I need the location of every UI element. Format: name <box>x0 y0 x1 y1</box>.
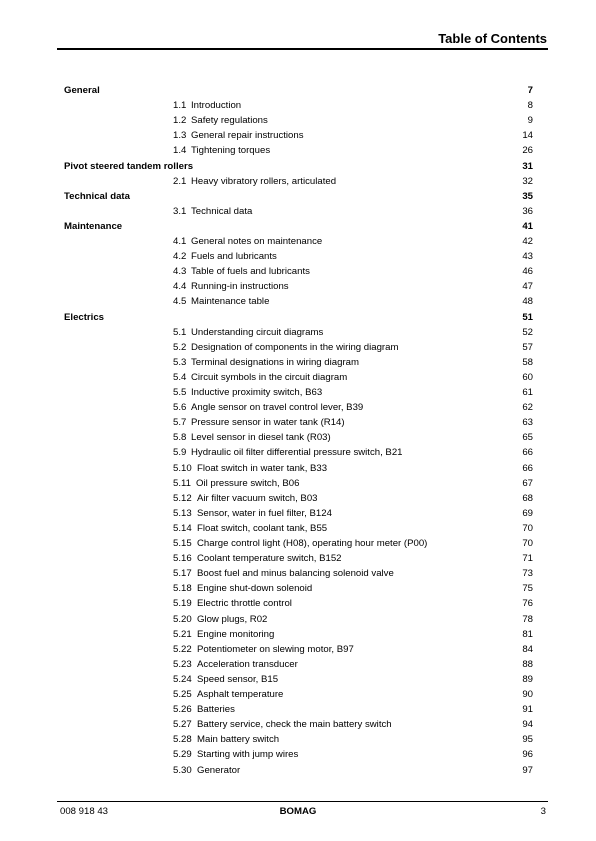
toc-chapter-row[interactable] <box>0 219 596 234</box>
toc-section-title: Inductive proximity switch, B63 <box>191 387 323 398</box>
toc-section-title: Main battery switch <box>197 734 280 746</box>
toc-section-title: Float switch, coolant tank, B55 <box>197 522 328 534</box>
toc-section-number: 5.5 <box>173 387 187 398</box>
toc-page-number: 90 <box>522 689 533 700</box>
toc-page-number: 67 <box>522 477 533 489</box>
toc-section-title: Electric throttle control <box>197 598 292 610</box>
toc-section-title: Hydraulic oil filter differential pressure switch, B21 <box>191 447 403 459</box>
toc-section-row[interactable] <box>0 657 596 672</box>
toc-page-number: 78 <box>522 613 533 625</box>
toc-section-title: General repair instructions <box>191 130 304 142</box>
toc-section-row[interactable] <box>0 400 596 415</box>
toc-section-row[interactable] <box>0 340 596 355</box>
toc-section-row[interactable] <box>0 476 596 491</box>
toc-section-title: Designation of components in the wiring diagram <box>191 341 399 353</box>
toc-page-number: 69 <box>522 507 533 519</box>
toc-section-row[interactable] <box>0 98 596 113</box>
toc-section-title: Level sensor in diesel tank (R03) <box>191 432 331 444</box>
toc-chapter-row[interactable] <box>0 83 596 98</box>
toc-section-number: 5.27 <box>173 719 192 731</box>
toc-section-number: 5.22 <box>173 643 192 655</box>
toc-section-number: 5.21 <box>173 628 192 640</box>
toc-section-number: 4.2 <box>173 251 187 263</box>
toc-section-title: Tightening torques <box>191 145 271 157</box>
toc-section-title: Angle sensor on travel control lever, B39 <box>191 402 364 414</box>
toc-section-row[interactable] <box>0 491 596 506</box>
toc-section-number: 5.12 <box>173 492 192 504</box>
footer-rule <box>57 801 548 802</box>
toc-section-row[interactable] <box>0 415 596 430</box>
toc-section-number: 5.1 <box>173 326 187 338</box>
toc-section-row[interactable] <box>0 445 596 460</box>
toc-page-number: 81 <box>522 628 533 640</box>
toc-section-title: Heavy vibratory rollers, articulated <box>191 175 337 187</box>
toc-section-title: Understanding circuit diagrams <box>191 326 324 338</box>
toc-section-row[interactable] <box>0 612 596 627</box>
toc-page-number: 88 <box>522 658 533 670</box>
toc-section-number: 4.5 <box>173 296 187 308</box>
toc-section-number: 1.1 <box>173 100 187 112</box>
document-number: 008 918 43 <box>60 806 109 817</box>
toc-page-number: 89 <box>522 673 533 685</box>
toc-section-title: Maintenance table <box>191 296 270 308</box>
toc-section-row[interactable] <box>0 627 596 642</box>
toc-section-title: Air filter vacuum switch, B03 <box>197 492 318 504</box>
toc-page-number: 76 <box>522 598 533 610</box>
toc-section-number: 5.16 <box>173 553 192 565</box>
toc-section-title: Fuels and lubricants <box>191 251 277 263</box>
toc-page-number: 58 <box>522 356 533 368</box>
toc-section-number: 5.8 <box>173 432 187 444</box>
toc-chapter-row[interactable] <box>0 189 596 204</box>
toc-section-number: 5.4 <box>173 371 187 383</box>
toc-section-row[interactable] <box>0 143 596 158</box>
toc-section-number: 5.18 <box>173 583 192 595</box>
toc-page-number: 95 <box>522 734 533 746</box>
toc-section-number: 1.3 <box>173 130 187 142</box>
toc-section-title: Table of fuels and lubricants <box>191 266 310 278</box>
toc-section-number: 1.2 <box>173 115 187 127</box>
toc-section-number: 4.4 <box>173 281 187 293</box>
toc-section-row[interactable] <box>0 294 596 309</box>
toc-section-number: 5.24 <box>173 673 192 685</box>
toc-section-row[interactable] <box>0 113 596 128</box>
toc-section-row[interactable] <box>0 687 596 702</box>
toc-section-title: General notes on maintenance <box>191 236 323 247</box>
toc-section-number: 4.3 <box>173 266 187 278</box>
brand-name: BOMAG <box>279 806 317 817</box>
toc-section-title: Engine shut-down solenoid <box>197 583 313 595</box>
toc-section-number: 5.11 <box>173 477 191 489</box>
toc-section-title: Engine monitoring <box>197 628 275 640</box>
toc-section-row[interactable] <box>0 732 596 747</box>
toc-section-row[interactable] <box>0 385 596 400</box>
toc-section-row[interactable] <box>0 763 596 778</box>
toc-section-number: 5.26 <box>173 704 192 716</box>
toc-page-number: 84 <box>522 643 533 655</box>
toc-section-number: 5.17 <box>173 568 192 580</box>
toc-section-title: Acceleration transducer <box>197 658 298 670</box>
toc-section-row[interactable] <box>0 279 596 294</box>
toc-page-number: 91 <box>522 704 533 716</box>
toc-section-number: 5.30 <box>173 764 192 776</box>
toc-section-row[interactable] <box>0 204 596 219</box>
toc-section-number: 5.20 <box>173 613 192 625</box>
toc-page-number: 96 <box>522 749 533 761</box>
toc-section-title: Pressure sensor in water tank (R14) <box>191 417 345 429</box>
toc-page-number: 62 <box>522 402 533 414</box>
toc-section-row[interactable] <box>0 536 596 551</box>
toc-page-number: 48 <box>522 296 533 308</box>
toc-page-number: 36 <box>522 205 533 217</box>
toc-section-row[interactable] <box>0 249 596 264</box>
toc-chapter-title: Electrics <box>64 311 105 323</box>
toc-page-number: 7 <box>527 85 533 96</box>
toc-section-row[interactable] <box>0 581 596 596</box>
toc-section-row[interactable] <box>0 566 596 581</box>
header-rule <box>57 48 548 50</box>
toc-section-number: 2.1 <box>173 175 187 187</box>
toc-page-number: 31 <box>522 160 533 172</box>
toc-page-number: 60 <box>522 371 533 383</box>
toc-section-title: Circuit symbols in the circuit diagram <box>191 371 348 383</box>
toc-page-number: 68 <box>522 492 533 504</box>
toc-section-number: 5.19 <box>173 598 192 610</box>
toc-page-number: 65 <box>522 432 533 444</box>
toc-page-number: 43 <box>522 251 533 263</box>
toc-section-number: 5.7 <box>173 417 187 429</box>
toc-section-title: Generator <box>197 764 241 776</box>
toc-section-number: 5.28 <box>173 734 192 746</box>
toc-page-number: 32 <box>522 175 533 187</box>
toc-page-number: 14 <box>522 130 533 142</box>
toc-section-title: Coolant temperature switch, B152 <box>197 553 342 565</box>
toc-section-number: 3.1 <box>173 205 187 217</box>
toc-section-row[interactable] <box>0 234 596 249</box>
toc-page-number: 47 <box>522 281 533 293</box>
toc-section-row[interactable] <box>0 717 596 732</box>
toc-section-number: 5.14 <box>173 522 192 534</box>
toc-page-number: 61 <box>522 387 533 398</box>
toc-section-row[interactable] <box>0 596 596 611</box>
toc-section-title: Running-in instructions <box>191 281 289 293</box>
toc-section-title: Battery service, check the main battery switch <box>197 719 392 731</box>
toc-page-number: 75 <box>522 583 533 595</box>
toc-page-number: 97 <box>522 764 533 776</box>
toc-section-title: Safety regulations <box>191 115 268 127</box>
toc-section-number: 5.10 <box>173 462 192 474</box>
toc-section-row[interactable] <box>0 174 596 189</box>
toc-section-number: 5.6 <box>173 402 187 414</box>
toc-section-title: Technical data <box>191 205 253 217</box>
toc-section-row[interactable] <box>0 264 596 279</box>
toc-section-row[interactable] <box>0 642 596 657</box>
toc-chapter-title: General <box>64 85 100 96</box>
toc-section-number: 4.1 <box>173 236 187 247</box>
toc-page-number: 66 <box>522 462 533 474</box>
toc-chapter-row[interactable] <box>0 310 596 325</box>
toc-page-number: 63 <box>522 417 533 429</box>
toc-section-title: Asphalt temperature <box>197 689 284 700</box>
toc-page-number: 70 <box>522 538 533 549</box>
page-number: 3 <box>540 806 546 817</box>
toc-section-number: 5.25 <box>173 689 192 700</box>
toc-chapter-title: Maintenance <box>64 220 123 232</box>
toc-section-title: Starting with jump wires <box>197 749 299 761</box>
toc-section-number: 5.2 <box>173 341 187 353</box>
toc-chapter-title: Pivot steered tandem rollers <box>64 160 194 172</box>
toc-section-title: Sensor, water in fuel filter, B124 <box>197 507 332 519</box>
toc-section-title: Glow plugs, R02 <box>197 613 268 625</box>
toc-section-title: Batteries <box>197 704 235 716</box>
toc-section-title: Terminal designations in wiring diagram <box>191 356 359 368</box>
toc-section-number: 5.13 <box>173 507 192 519</box>
toc-section-title: Oil pressure switch, B06 <box>196 477 300 489</box>
toc-page-number: 71 <box>522 553 533 565</box>
toc-page-number: 41 <box>522 220 533 232</box>
toc-page-number: 66 <box>522 447 533 459</box>
toc-section-row[interactable] <box>0 128 596 143</box>
toc-section-row[interactable] <box>0 672 596 687</box>
toc-section-number: 5.29 <box>173 749 192 761</box>
toc-section-number: 5.23 <box>173 658 192 670</box>
page-header-title: Table of Contents <box>438 31 547 46</box>
toc-section-row[interactable] <box>0 355 596 370</box>
toc-section-number: 5.3 <box>173 356 187 368</box>
toc-section-row[interactable] <box>0 521 596 536</box>
toc-page-number: 26 <box>522 145 533 157</box>
toc-section-row[interactable] <box>0 702 596 717</box>
toc-page-number: 73 <box>522 568 533 580</box>
toc-page-number: 70 <box>522 522 533 534</box>
toc-section-title: Speed sensor, B15 <box>197 673 279 685</box>
toc-section-row[interactable] <box>0 551 596 566</box>
toc-page-number: 51 <box>522 311 533 323</box>
toc-chapter-title: Technical data <box>64 190 130 202</box>
toc-page-number: 35 <box>522 190 533 202</box>
toc-section-row[interactable] <box>0 747 596 762</box>
toc-section-title: Introduction <box>191 100 242 112</box>
toc-section-title: Boost fuel and minus balancing solenoid valve <box>197 568 394 580</box>
toc-section-title: Potentiometer on slewing motor, B97 <box>197 643 354 655</box>
toc-section-number: 1.4 <box>173 145 187 157</box>
toc-section-row[interactable] <box>0 370 596 385</box>
toc-section-title: Float switch in water tank, B33 <box>197 462 328 474</box>
toc-section-row[interactable] <box>0 506 596 521</box>
toc-chapter-row[interactable] <box>0 159 596 174</box>
toc-section-number: 5.15 <box>173 538 192 549</box>
toc-section-row[interactable] <box>0 325 596 340</box>
toc-page-number: 42 <box>522 236 533 247</box>
toc-page-number: 9 <box>527 115 533 127</box>
toc-page-number: 94 <box>522 719 533 731</box>
toc-section-number: 5.9 <box>173 447 187 459</box>
toc-section-row[interactable] <box>0 461 596 476</box>
toc-section-row[interactable] <box>0 430 596 445</box>
toc-page-number: 46 <box>522 266 533 278</box>
toc-section-title: Charge control light (H08), operating hour meter (P00) <box>197 538 428 549</box>
toc-page-number: 52 <box>522 326 533 338</box>
toc-page-number: 8 <box>527 100 533 112</box>
toc-page-number: 57 <box>522 341 533 353</box>
